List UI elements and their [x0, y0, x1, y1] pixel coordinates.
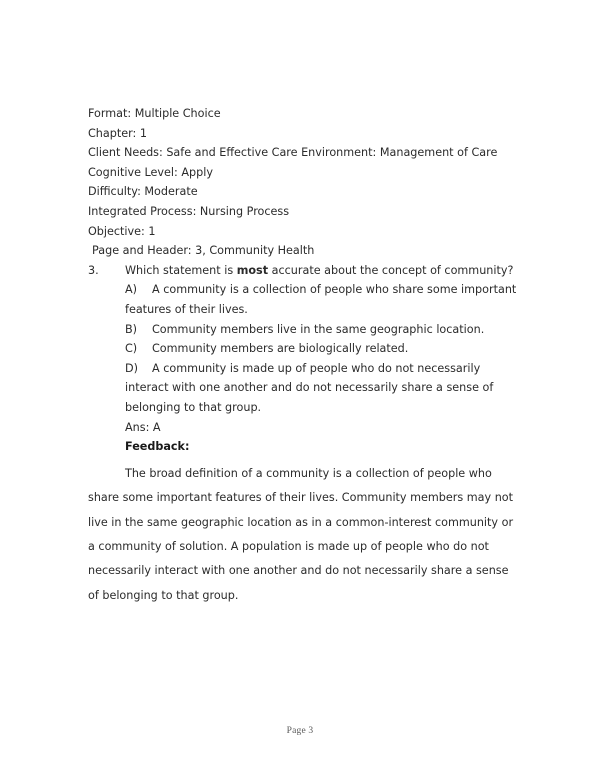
metadata-line-page-and-header: Page and Header: 3, Community Health	[92, 244, 315, 258]
question-number: 3.	[88, 263, 99, 277]
metadata-line-chapter: Chapter: 1	[88, 126, 147, 140]
feedback-label: Feedback:	[125, 440, 190, 454]
option-c-text: Community members are biologically related.	[152, 342, 409, 356]
metadata-line-objective: Objective: 1	[88, 224, 156, 238]
document-body	[88, 104, 518, 608]
option-c	[88, 339, 518, 359]
option-b-text: Community members live in the same geographic location.	[152, 322, 485, 336]
question-text-before-bold: Which statement is	[125, 263, 237, 277]
metadata-line-difficulty: Difficulty: Moderate	[88, 185, 198, 199]
answer-line: Ans: A	[125, 420, 161, 434]
option-b	[88, 320, 518, 340]
option-b-label: B)	[125, 322, 138, 336]
feedback-body: The broad definition of a community is a collection of people who share some important features of their lives. Community members may not live in the same geographic location as in a common-interest community or a community of solution. A population is made up of people who do not necessarily interact with one another and do not necessarily share a sense of belonging to that group.	[88, 466, 514, 602]
question-stem	[88, 261, 518, 281]
option-a-label: A)	[125, 283, 138, 297]
option-a	[88, 280, 518, 319]
option-d-text: A community is made up of people who do not necessarily interact with one another and do not necessarily share a sense of belonging to that group.	[125, 361, 494, 414]
option-a-text: A community is a collection of people who share some important features of their lives.	[125, 283, 517, 316]
question-text-after-bold: accurate about the concept of community?	[268, 263, 514, 277]
page-footer: Page 3	[286, 726, 314, 736]
metadata-line-cognitive-level: Cognitive Level: Apply	[88, 165, 213, 179]
metadata-line-client-needs: Client Needs: Safe and Effective Care Environment: Management of Care	[88, 146, 498, 160]
metadata-line-format: Format: Multiple Choice	[88, 107, 221, 120]
metadata-block	[88, 104, 518, 261]
question-emphasis-word: most	[236, 263, 269, 277]
metadata-line-integrated-process: Integrated Process: Nursing Process	[88, 204, 290, 218]
option-d-label: D)	[125, 361, 138, 375]
option-d	[88, 359, 518, 418]
option-c-label: C)	[125, 342, 138, 356]
